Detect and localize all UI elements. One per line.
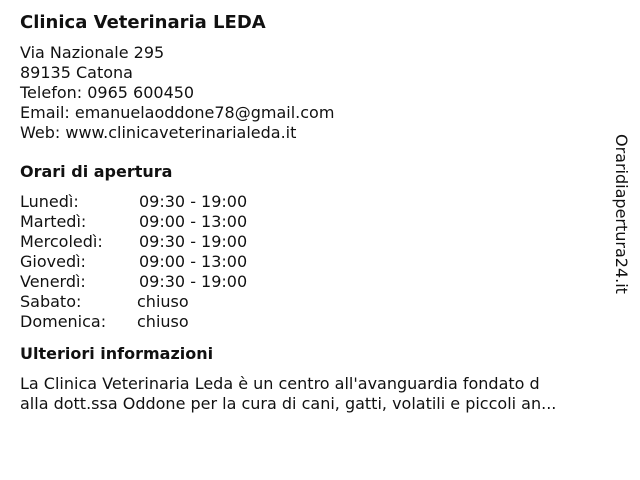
hours-row	[20, 192, 605, 212]
hours-day-label: Mercoledì:	[20, 232, 103, 251]
hours-time-value: 09:30 - 19:00	[139, 272, 248, 291]
opening-hours-heading: Orari di apertura	[20, 162, 173, 181]
phone-number[interactable]: Telefon: 0965 600450	[20, 83, 195, 102]
more-info-line: alla dott.ssa Oddone per la cura di cani, gatti, volatili e piccoli an...	[20, 394, 557, 413]
hours-time-value: chiuso	[137, 312, 189, 331]
hours-row	[20, 272, 605, 292]
hours-day-label: Giovedì:	[20, 252, 86, 271]
clinic-name: Clinica Veterinaria LEDA	[20, 12, 266, 33]
hours-time-value: 09:30 - 19:00	[139, 192, 248, 211]
hours-time-value: 09:00 - 13:00	[139, 212, 248, 231]
hours-time-value: chiuso	[137, 292, 189, 311]
city-address: 89135 Catona	[20, 63, 133, 82]
street-address: Via Nazionale 295	[20, 43, 165, 62]
hours-row	[20, 232, 605, 252]
hours-day-label: Sabato:	[20, 292, 82, 311]
email-address[interactable]: Email: emanuelaoddone78@gmail.com	[20, 103, 335, 122]
hours-row	[20, 292, 605, 312]
site-watermark: Oraridiapertura24.it	[612, 134, 631, 294]
more-info-line: La Clinica Veterinaria Leda è un centro all'avanguardia fondato d	[20, 374, 540, 393]
hours-day-label: Martedì:	[20, 212, 87, 231]
hours-day-label: Domenica:	[20, 312, 107, 331]
opening-hours-table	[20, 192, 605, 332]
hours-row	[20, 312, 605, 332]
hours-row	[20, 212, 605, 232]
hours-row	[20, 252, 605, 272]
address-block	[20, 43, 605, 143]
hours-day-label: Venerdì:	[20, 272, 86, 291]
hours-day-label: Lunedì:	[20, 192, 79, 211]
more-info-heading: Ulteriori informazioni	[20, 344, 214, 363]
hours-time-value: 09:00 - 13:00	[139, 252, 248, 271]
hours-time-value: 09:30 - 19:00	[139, 232, 248, 251]
website-link[interactable]: Web: www.clinicaveterinarialeda.it	[20, 123, 297, 142]
clinic-card	[20, 10, 605, 414]
more-info-text	[20, 374, 605, 414]
